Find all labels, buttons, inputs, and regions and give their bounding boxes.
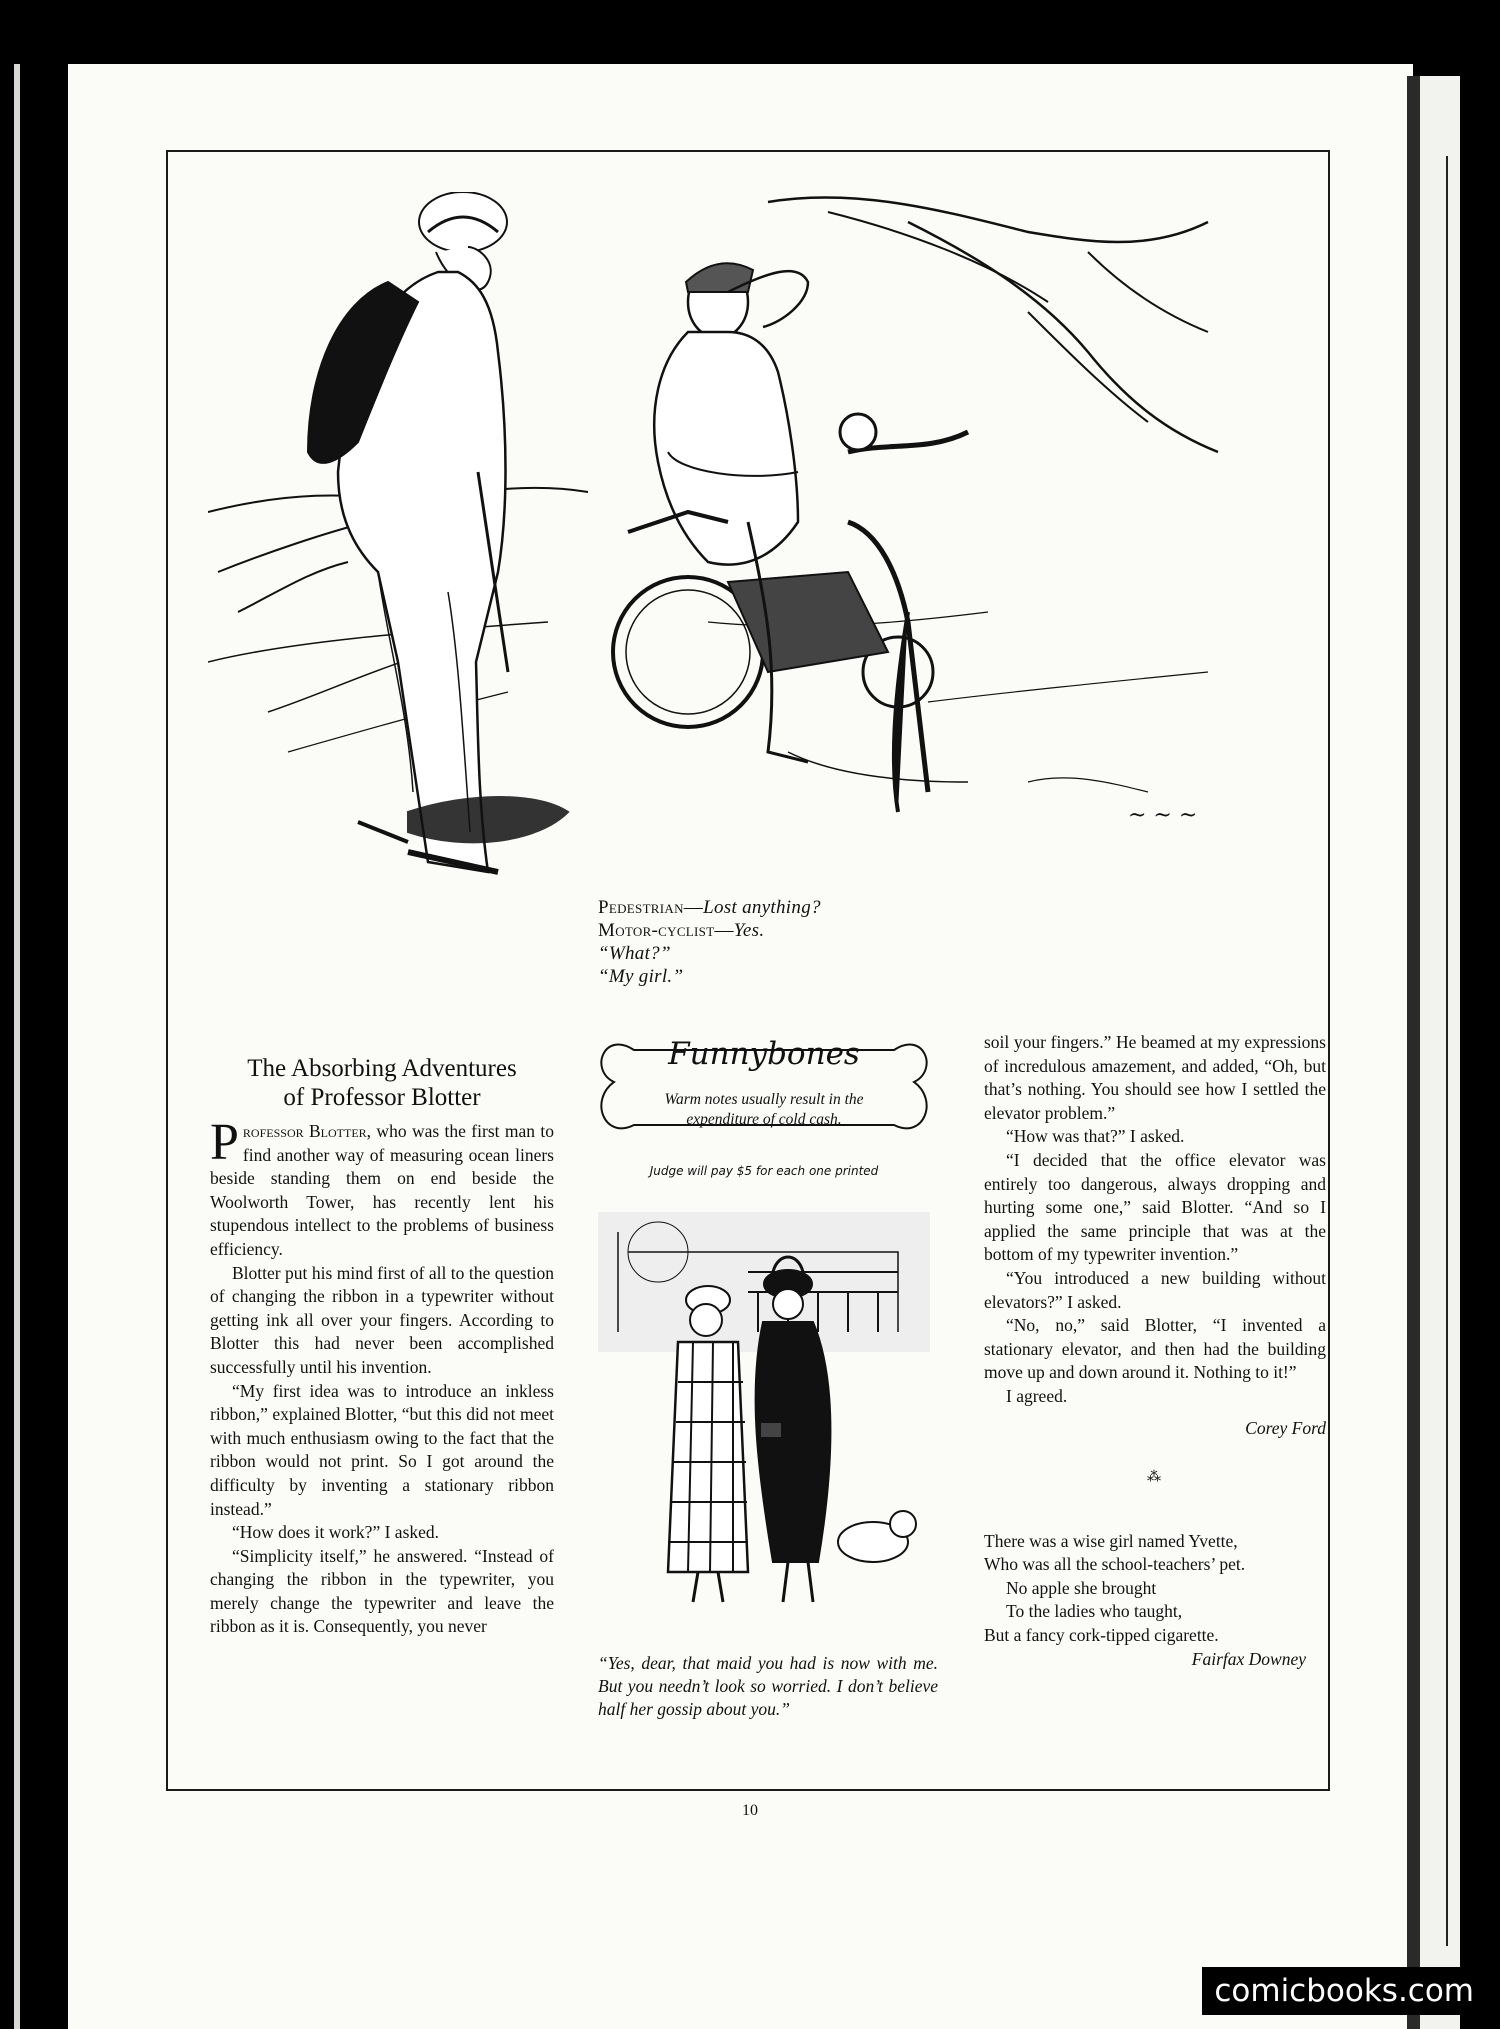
funnybones-promo: Judge will pay $5 for each one printed <box>649 1164 879 1178</box>
poem-line-4: To the ladies who taught, <box>1006 1601 1183 1622</box>
article-paragraph-3: “My first idea was to introduce an inkless ribbon,” explained Blotter, “but this did not meet with much enthusiasm owing to the fact that the ribbon would not print. So I got around the difficulty by inventing a stationary ribbon instead.” <box>210 1380 554 1519</box>
funnybones-title: Funnybones <box>668 1036 860 1072</box>
cartoon-caption <box>598 896 821 988</box>
article-paragraph-11: I agreed. <box>1006 1385 1068 1406</box>
article-paragraph-8: “I decided that the office elevator was entirely too dangerous, always dropping and hurting some one,” said Blotter. “And so I applied the same principle that was at the bottom of my typewriter invention.” <box>984 1149 1326 1265</box>
article-title: The Absorbing Adventures of Professor Blotter <box>247 1055 517 1111</box>
funnybones-blurb: Warm notes usually result in the expenditure of cold cash. <box>664 1091 864 1128</box>
next-page-edge <box>1420 76 1460 2029</box>
caption-line-3: “What?” <box>598 943 671 964</box>
yvette-poem <box>984 1530 1326 1672</box>
page-spine <box>14 64 20 2029</box>
article-author: Corey Ford <box>1245 1417 1326 1438</box>
article-right-column <box>984 1031 1326 1671</box>
next-page-rule <box>1446 156 1448 1946</box>
funnybones-bone-box <box>594 1030 934 1180</box>
poem-author: Fairfax Downey <box>1191 1648 1306 1669</box>
poem-line-3: No apple she brought <box>1006 1577 1157 1598</box>
poem-line-5: But a fancy cork-tipped cigarette. <box>984 1625 1219 1646</box>
separator-asterism: ⁂ <box>1147 1470 1163 1486</box>
article-paragraph-2: Blotter put his mind first of all to the question of changing the ribbon in a typewriter without getting ink all over your fingers. According to Blotter this had never been accomplished successfully until his invention. <box>210 1262 554 1377</box>
second-cartoon-caption: “Yes, dear, that maid you had is now with me. But you needn’t look so worried. I don’t believe half her gossip about you.” <box>598 1653 938 1719</box>
drop-cap: P <box>210 1114 239 1171</box>
article-left-column <box>210 1054 554 1639</box>
article-paragraph-1: Professor Blotter, who was the first man to find another way of measuring ocean liners beside standing them on end beside the Woolworth Tower, has recently lent his stupendous intellect to the problems of business efficiency. <box>210 1114 555 1259</box>
article-paragraph-9: “You introduced a new building without elevators?” I asked. <box>984 1267 1326 1312</box>
caption-line-2: Motor-cyclist—Yes. <box>598 920 765 941</box>
article-paragraph-5: “Simplicity itself,” he answered. “Instead of changing the ribbon in the typewriter, you merely change the typewriter and leave the ribbon as it is. Consequently, you never <box>210 1545 554 1637</box>
artist-signature: ~ ~ ~ <box>1128 803 1198 828</box>
poem-line-1: There was a wise girl named Yvette, <box>984 1530 1238 1551</box>
ladies-cartoon-illustration <box>598 1212 930 1632</box>
caption-line-1: Pedestrian—Lost anything? <box>598 897 821 918</box>
page-gutter <box>1407 76 1421 2029</box>
funnybones-column <box>594 1030 934 1180</box>
page-number: 10 <box>742 1802 758 1819</box>
article-paragraph-4: “How does it work?” I asked. <box>232 1522 440 1543</box>
motorcyclist-cartoon-illustration <box>208 192 1308 892</box>
article-paragraph-6: soil your fingers.” He beamed at my expressions of incredulous amazement, and added, “Oh, but that’s nothing. You should see how I settled the elevator problem.” <box>984 1032 1326 1123</box>
poem-line-2: Who was all the school-teachers’ pet. <box>984 1554 1246 1575</box>
article-paragraph-7: “How was that?” I asked. <box>1006 1126 1185 1147</box>
article-paragraph-10: “No, no,” said Blotter, “I invented a stationary elevator, and then had the building move up and down around it. Nothing to it!” <box>984 1315 1326 1383</box>
watermark: comicbooks.com <box>1202 1967 1486 2015</box>
caption-line-4: “My girl.” <box>598 966 684 987</box>
